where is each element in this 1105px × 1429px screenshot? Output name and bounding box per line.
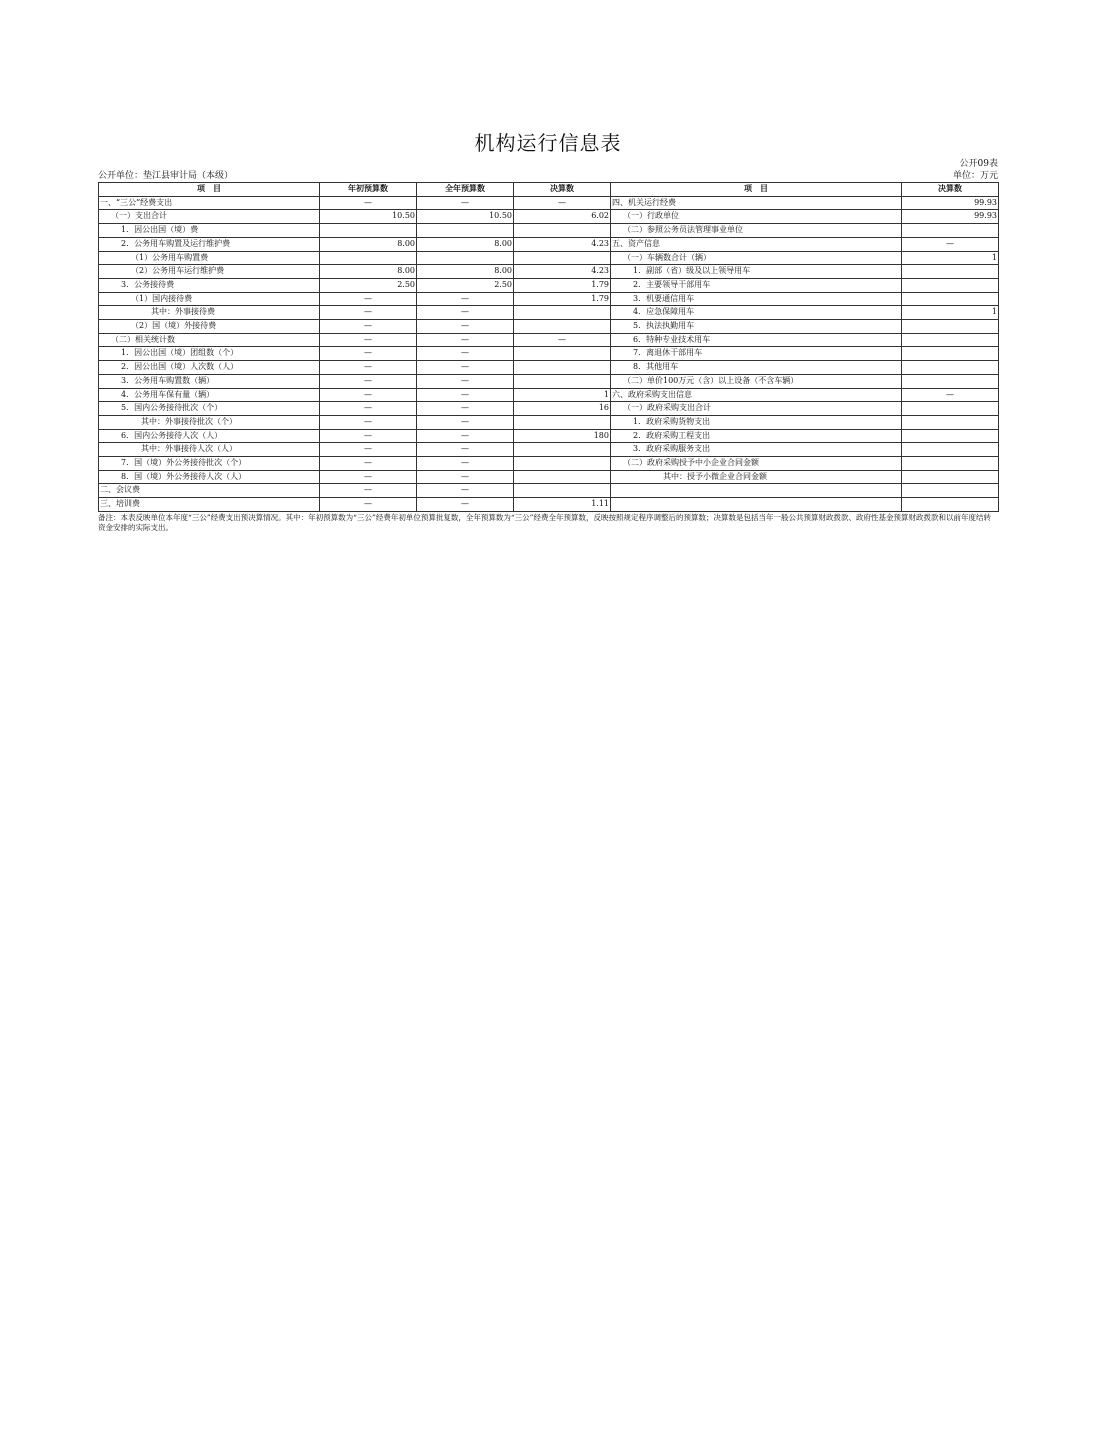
cell-item: 8．国（境）外公务接待人次（人） (99, 470, 320, 484)
header-final: 决算数 (514, 183, 611, 197)
table-row (99, 347, 999, 361)
cell-initial-budget: — (320, 333, 417, 347)
cell-initial-budget: — (320, 429, 417, 443)
cell-item: （2）国（境）外接待费 (99, 320, 320, 334)
table-row (99, 388, 999, 402)
cell-final: — (514, 196, 611, 210)
cell-full-year-budget: — (417, 498, 514, 512)
cell-final-right (902, 333, 999, 347)
cell-final-right: 1 (902, 251, 999, 265)
cell-final: — (514, 333, 611, 347)
cell-final-right (902, 278, 999, 292)
cell-item-right: （一）行政单位 (611, 210, 902, 224)
cell-full-year-budget: — (417, 361, 514, 375)
cell-final-right (902, 457, 999, 471)
cell-item-right (611, 498, 902, 512)
table-row (99, 196, 999, 210)
cell-initial-budget: — (320, 361, 417, 375)
cell-final (514, 361, 611, 375)
cell-item-right: 1．政府采购货物支出 (611, 415, 902, 429)
table-row (99, 470, 999, 484)
cell-item: 其中：外事接待人次（人） (99, 443, 320, 457)
cell-item-right: 五、资产信息 (611, 237, 902, 251)
cell-final-right: — (902, 237, 999, 251)
cell-full-year-budget: — (417, 443, 514, 457)
footnote: 备注：本表反映单位本年度“三公”经费支出预决算情况。其中：年初预算数为“三公”经费年初单位预算批复数，全年预算数为“三公”经费全年预算数，反映按照规定程序调整后的预算数；决算数是包括当年一般公共预算财政拨款、政府性基金预算财政拨款和以前年度结转资金安排的实际支出。 (98, 512, 991, 532)
cell-final-right (902, 320, 999, 334)
cell-item: 1．因公出国（境）费 (99, 224, 320, 238)
table-row (99, 292, 999, 306)
cell-item: 三、培训费 (99, 498, 320, 512)
cell-initial-budget: — (320, 415, 417, 429)
table-row (99, 210, 999, 224)
cell-item-right: （二）政府采购授予中小企业合同金额 (611, 457, 902, 471)
cell-item-right: 3．政府采购服务支出 (611, 443, 902, 457)
cell-item-right: 其中：授予小微企业合同金额 (611, 470, 902, 484)
cell-final-right: — (902, 388, 999, 402)
header-final-right: 决算数 (902, 183, 999, 197)
cell-item: 1．因公出国（境）团组数（个） (99, 347, 320, 361)
cell-final: 4.23 (514, 237, 611, 251)
cell-initial-budget: — (320, 347, 417, 361)
cell-full-year-budget: — (417, 388, 514, 402)
cell-item-right: 6．特种专业技术用车 (611, 333, 902, 347)
cell-item-right: 3．机要通信用车 (611, 292, 902, 306)
cell-initial-budget: 8.00 (320, 265, 417, 279)
cell-final-right (902, 374, 999, 388)
cell-item-right: 4．应急保障用车 (611, 306, 902, 320)
page-title: 机构运行信息表 (474, 131, 622, 155)
table-row (99, 361, 999, 375)
cell-initial-budget: — (320, 196, 417, 210)
form-number: 公开09表 (959, 159, 998, 169)
header-item-right: 项 目 (611, 183, 902, 197)
cell-item: 3．公务接待费 (99, 278, 320, 292)
publishing-unit: 公开单位：垫江县审计局（本级） (98, 171, 234, 181)
cell-full-year-budget: 10.50 (417, 210, 514, 224)
table-row (99, 306, 999, 320)
cell-item-right: 四、机关运行经费 (611, 196, 902, 210)
cell-initial-budget: 8.00 (320, 237, 417, 251)
cell-final: 1.79 (514, 278, 611, 292)
cell-item-right: 1．副部（省）级及以上领导用车 (611, 265, 902, 279)
header-initial-budget: 年初预算数 (320, 183, 417, 197)
cell-item-right: （二）参照公务员法管理事业单位 (611, 224, 902, 238)
cell-item: 二、会议费 (99, 484, 320, 498)
cell-item: （二）相关统计数 (99, 333, 320, 347)
table-body (99, 196, 999, 511)
cell-final-right (902, 429, 999, 443)
cell-final (514, 320, 611, 334)
cell-initial-budget: — (320, 388, 417, 402)
header-full-year-budget: 全年预算数 (417, 183, 514, 197)
cell-final-right (902, 347, 999, 361)
table-row (99, 265, 999, 279)
cell-item: 2．因公出国（境）人次数（人） (99, 361, 320, 375)
cell-item: （一）支出合计 (99, 210, 320, 224)
cell-item-right: 2．主要领导干部用车 (611, 278, 902, 292)
cell-full-year-budget: — (417, 457, 514, 471)
cell-initial-budget: — (320, 292, 417, 306)
cell-final: 1.79 (514, 292, 611, 306)
cell-item: （2）公务用车运行维护费 (99, 265, 320, 279)
table-row (99, 443, 999, 457)
cell-final (514, 347, 611, 361)
cell-final-right (902, 443, 999, 457)
cell-final: 16 (514, 402, 611, 416)
cell-final (514, 415, 611, 429)
cell-full-year-budget: — (417, 374, 514, 388)
table-row (99, 498, 999, 512)
table-row (99, 402, 999, 416)
cell-initial-budget (320, 224, 417, 238)
table-header-row (99, 183, 999, 197)
cell-initial-budget (320, 251, 417, 265)
cell-initial-budget: 10.50 (320, 210, 417, 224)
cell-full-year-budget: — (417, 470, 514, 484)
cell-final-right: 99.93 (902, 196, 999, 210)
cell-final-right: 1 (902, 306, 999, 320)
cell-item: 其中：外事接待批次（个） (99, 415, 320, 429)
cell-item-right: 六、政府采购支出信息 (611, 388, 902, 402)
cell-full-year-budget: 2.50 (417, 278, 514, 292)
cell-item: 6．国内公务接待人次（人） (99, 429, 320, 443)
cell-item: （1）国内接待费 (99, 292, 320, 306)
cell-final: 180 (514, 429, 611, 443)
cell-final (514, 224, 611, 238)
cell-final-right (902, 265, 999, 279)
cell-full-year-budget: — (417, 484, 514, 498)
cell-final: 6.02 (514, 210, 611, 224)
currency-unit: 单位：万元 (952, 171, 998, 181)
report-page (98, 128, 998, 533)
cell-item: （1）公务用车购置费 (99, 251, 320, 265)
operation-info-table (98, 182, 999, 512)
cell-initial-budget: 2.50 (320, 278, 417, 292)
cell-full-year-budget: — (417, 196, 514, 210)
cell-item-right: 7．离退休干部用车 (611, 347, 902, 361)
cell-item-right (611, 484, 902, 498)
cell-final-right (902, 415, 999, 429)
cell-full-year-budget: — (417, 320, 514, 334)
cell-final (514, 484, 611, 498)
cell-item-right: 8．其他用车 (611, 361, 902, 375)
cell-full-year-budget: — (417, 402, 514, 416)
cell-item-right: （一）政府采购支出合计 (611, 402, 902, 416)
table-row (99, 251, 999, 265)
cell-item: 7．国（境）外公务接待批次（个） (99, 457, 320, 471)
table-row (99, 333, 999, 347)
cell-final-right (902, 484, 999, 498)
cell-item: 2．公务用车购置及运行维护费 (99, 237, 320, 251)
cell-final-right (902, 498, 999, 512)
table-row (99, 484, 999, 498)
cell-item-right: （一）车辆数合计（辆） (611, 251, 902, 265)
cell-final (514, 443, 611, 457)
cell-full-year-budget: — (417, 429, 514, 443)
cell-initial-budget: — (320, 402, 417, 416)
header-item: 项 目 (99, 183, 320, 197)
cell-final-right (902, 402, 999, 416)
cell-full-year-budget (417, 251, 514, 265)
cell-initial-budget: — (320, 498, 417, 512)
cell-item: 一、“三公”经费支出 (99, 196, 320, 210)
cell-item: 其中：外事接待费 (99, 306, 320, 320)
cell-item-right: 2．政府采购工程支出 (611, 429, 902, 443)
table-row (99, 237, 999, 251)
cell-final (514, 306, 611, 320)
cell-final: 4.23 (514, 265, 611, 279)
cell-final (514, 470, 611, 484)
cell-full-year-budget: — (417, 333, 514, 347)
unit-row (98, 170, 998, 182)
cell-final (514, 457, 611, 471)
cell-full-year-budget: 8.00 (417, 265, 514, 279)
table-row (99, 224, 999, 238)
cell-full-year-budget: — (417, 306, 514, 320)
cell-initial-budget: — (320, 320, 417, 334)
table-row (99, 415, 999, 429)
cell-final-right (902, 361, 999, 375)
cell-full-year-budget: — (417, 292, 514, 306)
cell-initial-budget: — (320, 457, 417, 471)
cell-initial-budget: — (320, 374, 417, 388)
cell-full-year-budget: — (417, 347, 514, 361)
table-row (99, 320, 999, 334)
table-row (99, 374, 999, 388)
cell-item: 5．国内公务接待批次（个） (99, 402, 320, 416)
cell-full-year-budget (417, 224, 514, 238)
table-row (99, 429, 999, 443)
cell-final: 1 (514, 388, 611, 402)
cell-full-year-budget: — (417, 415, 514, 429)
table-row (99, 278, 999, 292)
cell-item-right: 5．执法执勤用车 (611, 320, 902, 334)
cell-item-right: （二）单价100万元（含）以上设备（不含车辆） (611, 374, 902, 388)
cell-final: 1.11 (514, 498, 611, 512)
form-number-row (98, 158, 998, 170)
cell-final-right: 99.93 (902, 210, 999, 224)
cell-final-right (902, 224, 999, 238)
cell-final-right (902, 292, 999, 306)
cell-final (514, 374, 611, 388)
table-row (99, 457, 999, 471)
cell-final (514, 251, 611, 265)
cell-initial-budget: — (320, 484, 417, 498)
cell-full-year-budget: 8.00 (417, 237, 514, 251)
cell-initial-budget: — (320, 470, 417, 484)
cell-final-right (902, 470, 999, 484)
cell-item: 3．公务用车购置数（辆） (99, 374, 320, 388)
cell-initial-budget: — (320, 443, 417, 457)
cell-item: 4．公务用车保有量（辆） (99, 388, 320, 402)
cell-initial-budget: — (320, 306, 417, 320)
